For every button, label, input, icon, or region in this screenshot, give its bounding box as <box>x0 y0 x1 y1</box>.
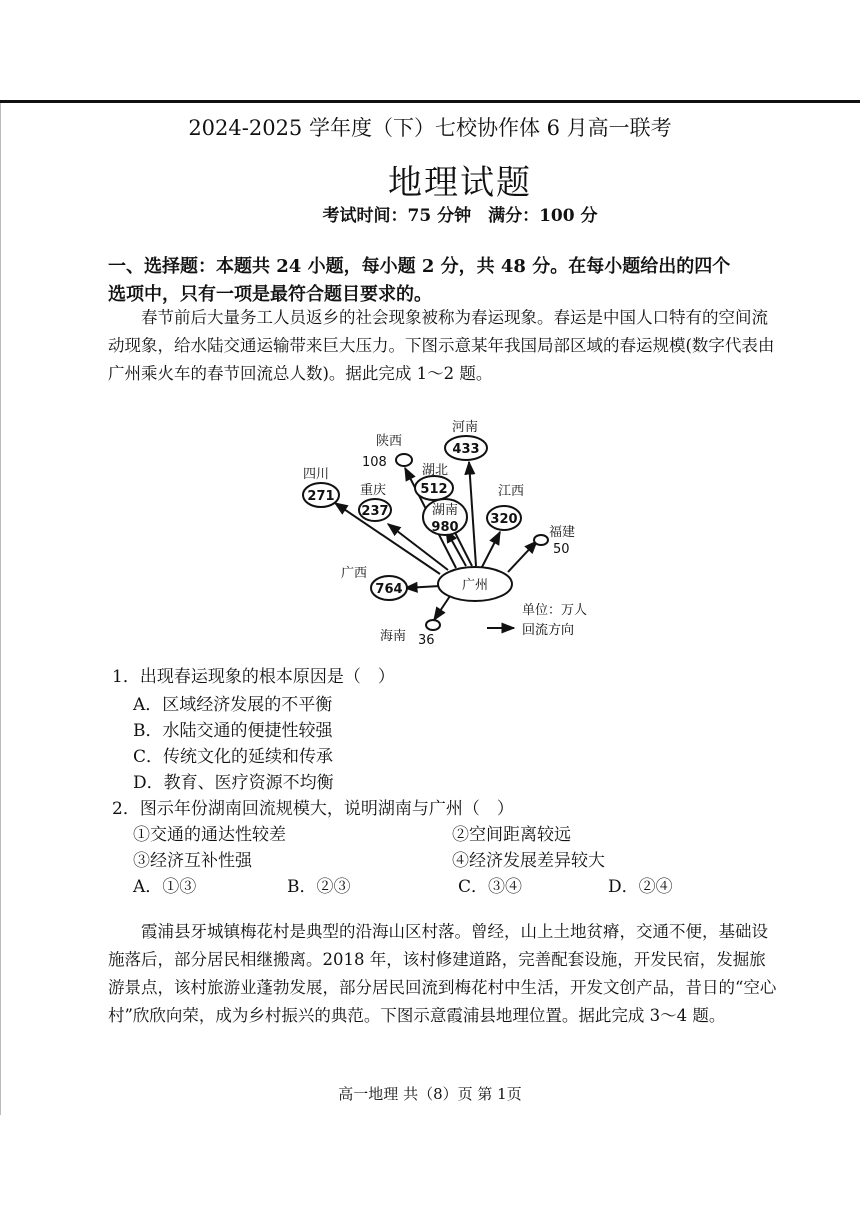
question-2-option-c[interactable]: C．③④ <box>458 877 523 897</box>
flow-arrow-hainan <box>434 596 450 620</box>
value-hainan: 36 <box>418 633 435 648</box>
page-title: 地理试题 <box>388 163 532 203</box>
value-hunan: 980 <box>431 520 459 535</box>
question-1-option-c[interactable]: C．传统文化的延续和传承 <box>133 747 334 767</box>
label-chongqing: 重庆 <box>360 483 387 498</box>
value-fujian: 50 <box>553 542 570 557</box>
label-fujian: 福建 <box>549 525 576 540</box>
label-hubei: 湖北 <box>422 463 449 478</box>
question-1-option-d[interactable]: D．教育、医疗资源不均衡 <box>133 773 334 793</box>
node-shaanxi <box>396 454 412 466</box>
node-fujian <box>534 535 548 545</box>
question-2-stem: 2．图示年份湖南回流规模大，说明湖南与广州（ ） <box>112 799 514 819</box>
value-chongqing: 237 <box>361 504 389 519</box>
exam-subtitle: 2024-2025 学年度（下）七校协作体 6 月高一联考 <box>188 116 672 140</box>
flow-arrow-guangxi <box>405 586 440 588</box>
question-2-option-a[interactable]: A．①③ <box>133 877 197 897</box>
value-jiangxi: 320 <box>490 512 518 527</box>
question-2-option-d[interactable]: D．②④ <box>608 877 673 897</box>
label-hunan: 湖南 <box>431 503 459 518</box>
section-heading-line1: 一、选择题：本题共 24 小题，每小题 2 分，共 48 分。在每小题给出的四个 <box>108 256 731 277</box>
label-guangxi: 广西 <box>341 566 368 581</box>
label-shaanxi: 陕西 <box>376 434 403 449</box>
passage-2: 霞浦县牙城镇梅花村是典型的沿海山区村落。曾经，山上土地贫瘠，交通不便，基础设施落后，部分居民相继搬离。2018 年，该村修建道路，完善配套设施，开发民宿，发掘旅游景点，该村旅游业蓬勃发展，部分居民回流到梅花村中生活，开发文创产品，昔日的“空心村”欣欣向荣，成为乡村振兴的典范。下图示意霞浦县地理位置。据此完成 3～4 题。 <box>108 922 777 1025</box>
value-henan: 433 <box>452 442 480 457</box>
flow-arrow-jiangxi <box>482 532 500 567</box>
value-guangxi: 764 <box>375 582 403 597</box>
question-2-statement-4: ④经济发展差异较大 <box>452 851 605 871</box>
left-page-edge <box>0 103 1 1115</box>
flow-arrow-fujian <box>508 541 537 572</box>
unit-label: 单位：万人 <box>522 603 588 618</box>
question-2-statement-2: ②空间距离较远 <box>452 825 571 845</box>
question-2-option-b[interactable]: B．②③ <box>287 877 351 897</box>
question-1-option-a[interactable]: A．区域经济发展的不平衡 <box>133 695 333 715</box>
question-2-statement-3: ③经济互补性强 <box>133 851 252 871</box>
legend-flow-direction: 回流方向 <box>522 623 575 638</box>
value-hubei: 512 <box>420 482 448 497</box>
node-hainan <box>426 620 440 630</box>
top-rule <box>0 100 860 103</box>
label-jiangxi: 江西 <box>498 484 525 499</box>
spring-festival-flow-diagram <box>270 412 630 652</box>
question-2-statement-1: ①交通的通达性较差 <box>133 825 286 845</box>
label-guangzhou: 广州 <box>461 578 489 593</box>
label-hainan: 海南 <box>380 629 407 644</box>
passage-1: 春节前后大量务工人员返乡的社会现象被称为春运现象。春运是中国人口特有的空间流动现象，给水陆交通运输带来巨大压力。下图示意某年我国局部区域的春运规模(数字代表由广州乘火车的春节回流总人数)。据此完成 1～2 题。 <box>108 308 775 383</box>
question-1-stem: 1．出现春运现象的根本原因是（ ） <box>112 667 395 687</box>
exam-info: 考试时间：75 分钟 满分：100 分 <box>322 206 598 226</box>
value-sichuan: 271 <box>307 489 335 504</box>
section-heading-line2: 选项中，只有一项是最符合题目要求的。 <box>108 284 432 305</box>
question-1-option-b[interactable]: B．水陆交通的便捷性较强 <box>133 721 333 741</box>
value-shaanxi: 108 <box>362 455 387 470</box>
label-henan: 河南 <box>452 420 479 435</box>
flow-arrow-henan <box>469 462 476 566</box>
label-sichuan: 四川 <box>303 467 330 482</box>
page-footer: 高一地理 共（8）页 第 1页 <box>338 1085 522 1103</box>
